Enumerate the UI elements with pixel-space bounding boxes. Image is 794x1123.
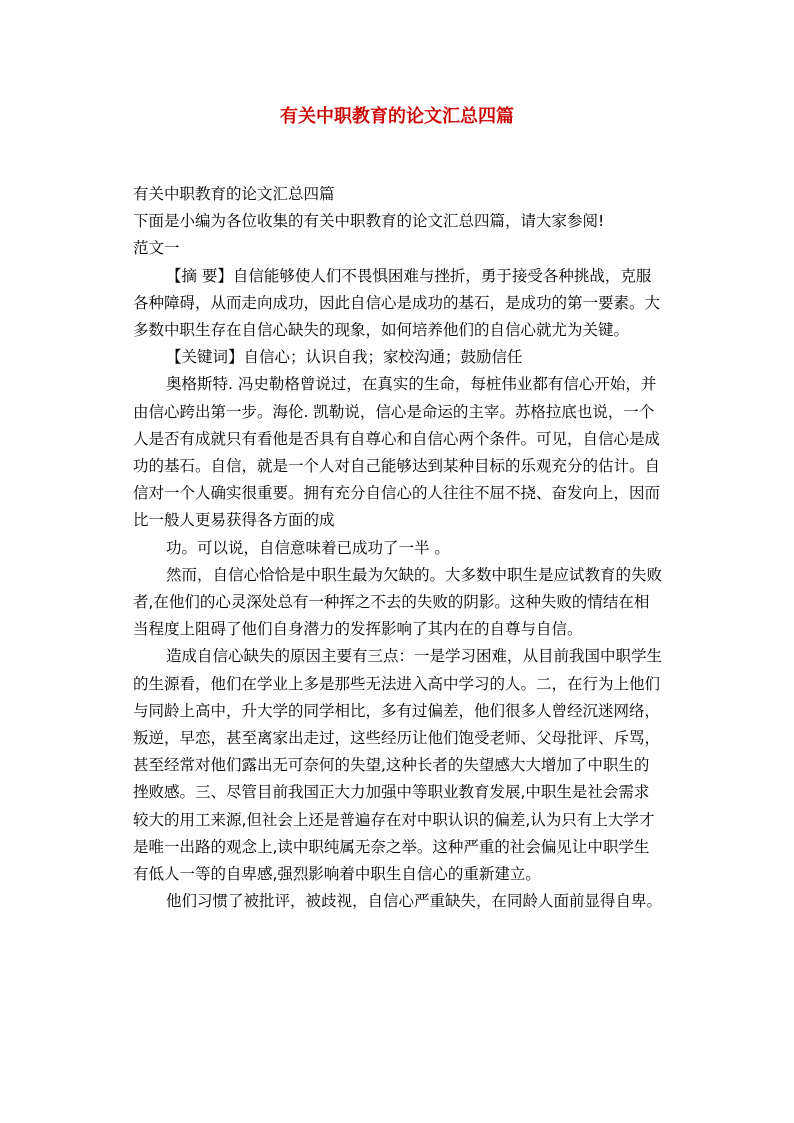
- paragraph-body-4: 他们习惯了被批评，被歧视，自信心严重缺失，在同龄人面前显得自卑。: [166, 892, 663, 911]
- paragraph-body-3: 造成自信心缺失的原因主要有三点：一是学习困难，从目前我国中职学生的生源看，他们在学业上多是那些无法进入高中学习的人。二，在行为上他们与同龄上高中，升大学的同学相比，多有过偏差，他们很多人曾经沉迷网络，叛逆，早恋，甚至离家出走过，这些经历让他们饱受老师、父母批评、斥骂，甚至经常对他们露出无可奈何的失望,这种长者的失望感大大增加了中职生的挫败感。三、尽管目前我国正大力加强中等职业教育发展,中职生是社会需求较大的用工来源,但社会上还是普遍存在对中职认识的偏差,认为只有上大学才是唯一出路的观念上,读中职纯属无奈之举。这种严重的社会偏见让中职学生有低人一等的自卑感,强烈影响着中职生自信心的重新建立。: [133, 647, 663, 884]
- document-title: 有关中职教育的论文汇总四篇: [280, 106, 514, 127]
- paragraph-body-1: 奥格斯特. 冯史勒格曾说过，在真实的生命，每桩伟业都有信心开始，并由信心跨出第一步。海伦. 凯勒说，信心是命运的主宰。苏格拉底也说，一个人是否有成就只有看他是否具有自尊心和自信心两个条件。可见，自信心是成功的基石。自信，就是一个人对自己能够达到某种目标的乐观充分的估计。自信对一个人确实很重要。拥有充分自信心的人往往不屈不挠、奋发向上，因而比一般人更易获得各方面的成: [133, 375, 661, 530]
- paragraph-keywords: 【关键词】自信心；认识自我；家校沟通；鼓励信任: [166, 348, 523, 367]
- document-body: [133, 181, 663, 915]
- paragraph-body-1-cont: 功。可以说，自信意味着已成功了一半 。: [166, 538, 450, 557]
- paragraph-subtitle: 有关中职教育的论文汇总四篇: [133, 185, 335, 203]
- paragraph-body-2: 然而，自信心恰恰是中职生最为欠缺的。大多数中职生是应试教育的失败者,在他们的心灵深处总有一种挥之不去的失败的阴影。这种失败的情结在相当程度上阻碍了他们自身潜力的发挥影响了其内在的自尊与自信。: [133, 565, 663, 639]
- paragraph-abstract: 【摘 要】自信能够使人们不畏惧困难与挫折，勇于接受各种挑战，克服各种障碍，从而走向成功，因此自信心是成功的基石，是成功的第一要素。大多数中职生存在自信心缺失的现象，如何培养他们的自信心就尤为关键。: [133, 266, 661, 340]
- paragraph-intro: 下面是小编为各位收集的有关中职教育的论文汇总四篇，请大家参阅!: [133, 212, 605, 231]
- paragraph-sample-label: 范文一: [133, 239, 180, 258]
